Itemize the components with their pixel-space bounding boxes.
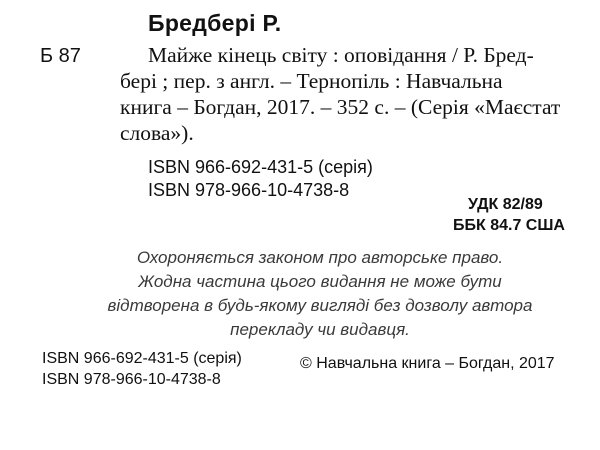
description-line-3: книга – Богдан, 2017. – 352 с. – (Серія «Маєстат [120, 95, 561, 119]
isbn-series: ISBN 966-692-431-5 (серія) [148, 157, 373, 177]
shelf-mark: Б 87 [40, 45, 81, 67]
notice-line-4: перекладу чи видавця. [230, 320, 410, 339]
copyright-notice [100, 246, 540, 342]
isbn-book: ISBN 978-966-10-4738-8 [148, 180, 350, 200]
bbk-code: ББК 84.7 США [453, 217, 565, 234]
description-line-1: Майже кінець світу : оповідання / Р. Бред- [148, 43, 534, 67]
description-line-4: слова»). [120, 121, 194, 145]
footer-isbn-series: ISBN 966-692-431-5 (серія) [42, 350, 242, 367]
publisher-copyright: © Навчальна книга – Богдан, 2017 [300, 355, 555, 372]
footer-isbn-book: ISBN 978-966-10-4738-8 [42, 371, 221, 388]
description-line-2: бері ; пер. з англ. – Тернопіль : Навчальна [120, 69, 503, 93]
bibliographic-description [120, 42, 588, 146]
udc-code: УДК 82/89 [468, 196, 543, 213]
author-name: Бредбері Р. [148, 10, 282, 36]
notice-line-2: Жодна частина цього видання не може бути [138, 272, 502, 291]
notice-line-1: Охороняється законом про авторське право. [136, 248, 504, 267]
notice-line-3: відтворена в будь-якому вигляді без дозволу автора [107, 296, 533, 315]
